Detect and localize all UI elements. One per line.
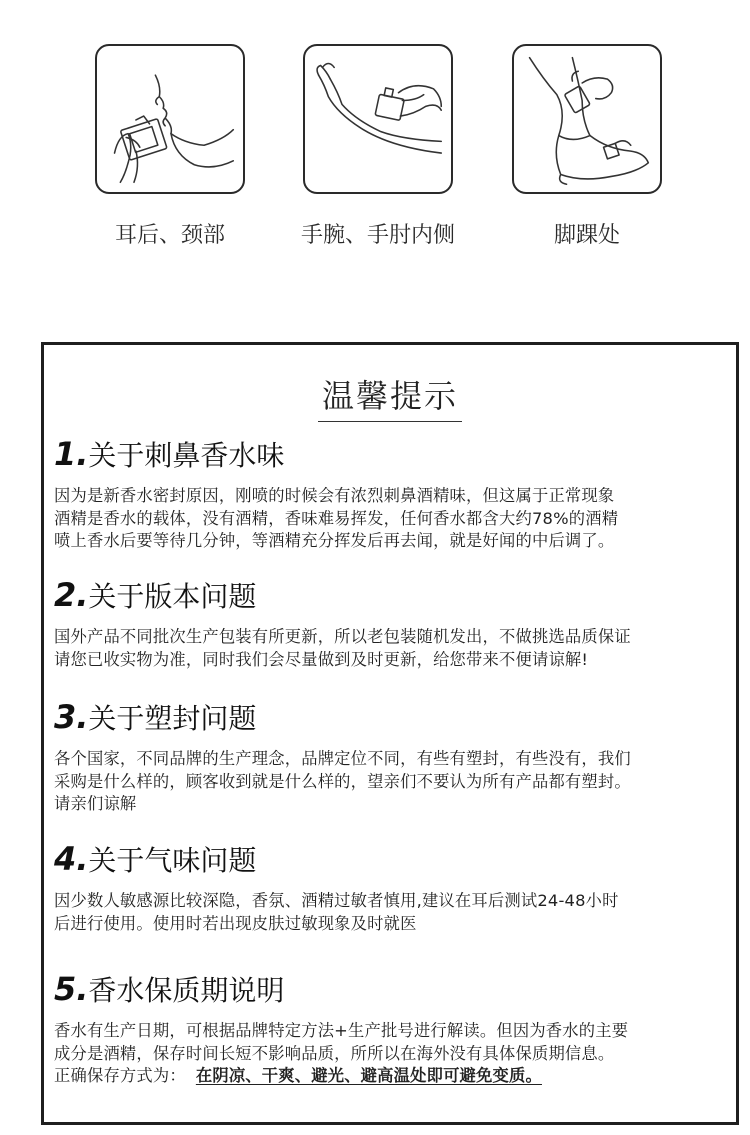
section-4 — [54, 842, 740, 935]
section-body — [54, 748, 740, 816]
body-line: 各个国家，不同品牌的生产理念，品牌定位不同，有些有塑封，有些没有，我们 — [54, 749, 631, 768]
section-number: 2. — [54, 576, 89, 614]
section-heading — [54, 578, 740, 614]
section-number: 3. — [54, 698, 89, 736]
wrist-spray-icon — [305, 46, 451, 192]
section-number: 5. — [54, 970, 89, 1008]
body-line: 因为是新香水密封原因，刚喷的时候会有浓烈刺鼻酒精味，但这属于正常现象 — [54, 486, 615, 505]
body-line: 采购是什么样的，顾客收到就是什么样的，望亲们不要认为所有产品都有塑封。 — [54, 771, 631, 791]
body-line: 成分是酒精，保存时间长短不影响品质，所所以在海外没有具体保质期信息。 — [54, 1043, 615, 1063]
wrist-spray-card — [303, 44, 453, 194]
section-number: 1. — [54, 435, 89, 473]
body-line: 国外产品不同批次生产包装有所更新，所以老包装随机发出，不做挑选品质保证 — [54, 627, 631, 646]
storage-line — [54, 1065, 740, 1088]
section-title: 香水保质期说明 — [88, 974, 285, 1007]
neck-spray-card — [95, 44, 245, 194]
section-title: 关于版本问题 — [88, 580, 257, 613]
notice-title — [44, 371, 736, 422]
section-body — [54, 485, 740, 553]
section-body — [54, 890, 740, 935]
section-heading — [54, 700, 740, 736]
label-wrist: 手腕、手肘内侧 — [300, 223, 455, 248]
section-1 — [54, 437, 740, 553]
section-title: 关于气味问题 — [88, 844, 257, 877]
section-title: 关于塑封问题 — [88, 702, 257, 735]
neck-spray-icon — [97, 46, 243, 192]
section-2 — [54, 578, 740, 671]
section-body — [54, 626, 740, 671]
body-line: 请您已收实物为准，同时我们会尽量做到及时更新，给您带来不便请谅解! — [54, 649, 589, 669]
notice-box — [41, 342, 739, 1125]
section-body — [54, 1020, 740, 1088]
ankle-spray-icon — [514, 46, 660, 192]
section-heading — [54, 437, 740, 473]
section-heading — [54, 842, 740, 878]
notice-title-text: 温馨提示 — [318, 371, 462, 422]
label-neck: 耳后、颈部 — [114, 223, 225, 248]
label-ankle: 脚踝处 — [553, 223, 620, 248]
body-line: 香水有生产日期，可根据品牌特定方法+生产批号进行解读。但因为香水的主要 — [54, 1021, 629, 1040]
section-number: 4. — [54, 840, 89, 878]
section-3 — [54, 700, 740, 816]
ankle-spray-card — [512, 44, 662, 194]
body-line: 酒精是香水的载体，没有酒精，香味难易挥发，任何香水都含大约78%的酒精 — [54, 508, 619, 528]
section-5 — [54, 972, 740, 1088]
section-title: 关于刺鼻香水味 — [88, 439, 285, 472]
body-line: 请亲们谅解 — [54, 794, 137, 813]
body-line: 因少数人敏感源比较深隐，香氛、酒精过敏者慎用,建议在耳后测试24-48小时 — [54, 891, 619, 910]
storage-prefix: 正确保存方式为： — [54, 1066, 186, 1085]
storage-emphasis: 在阴凉、干爽、避光、避高温处即可避免变质。 — [195, 1066, 542, 1085]
body-line: 后进行使用。使用时若出现皮肤过敏现象及时就医 — [54, 913, 417, 933]
section-heading — [54, 972, 740, 1008]
application-areas — [0, 44, 750, 264]
body-line: 喷上香水后要等待几分钟，等酒精充分挥发后再去闻，就是好闻的中后调了。 — [54, 531, 615, 550]
